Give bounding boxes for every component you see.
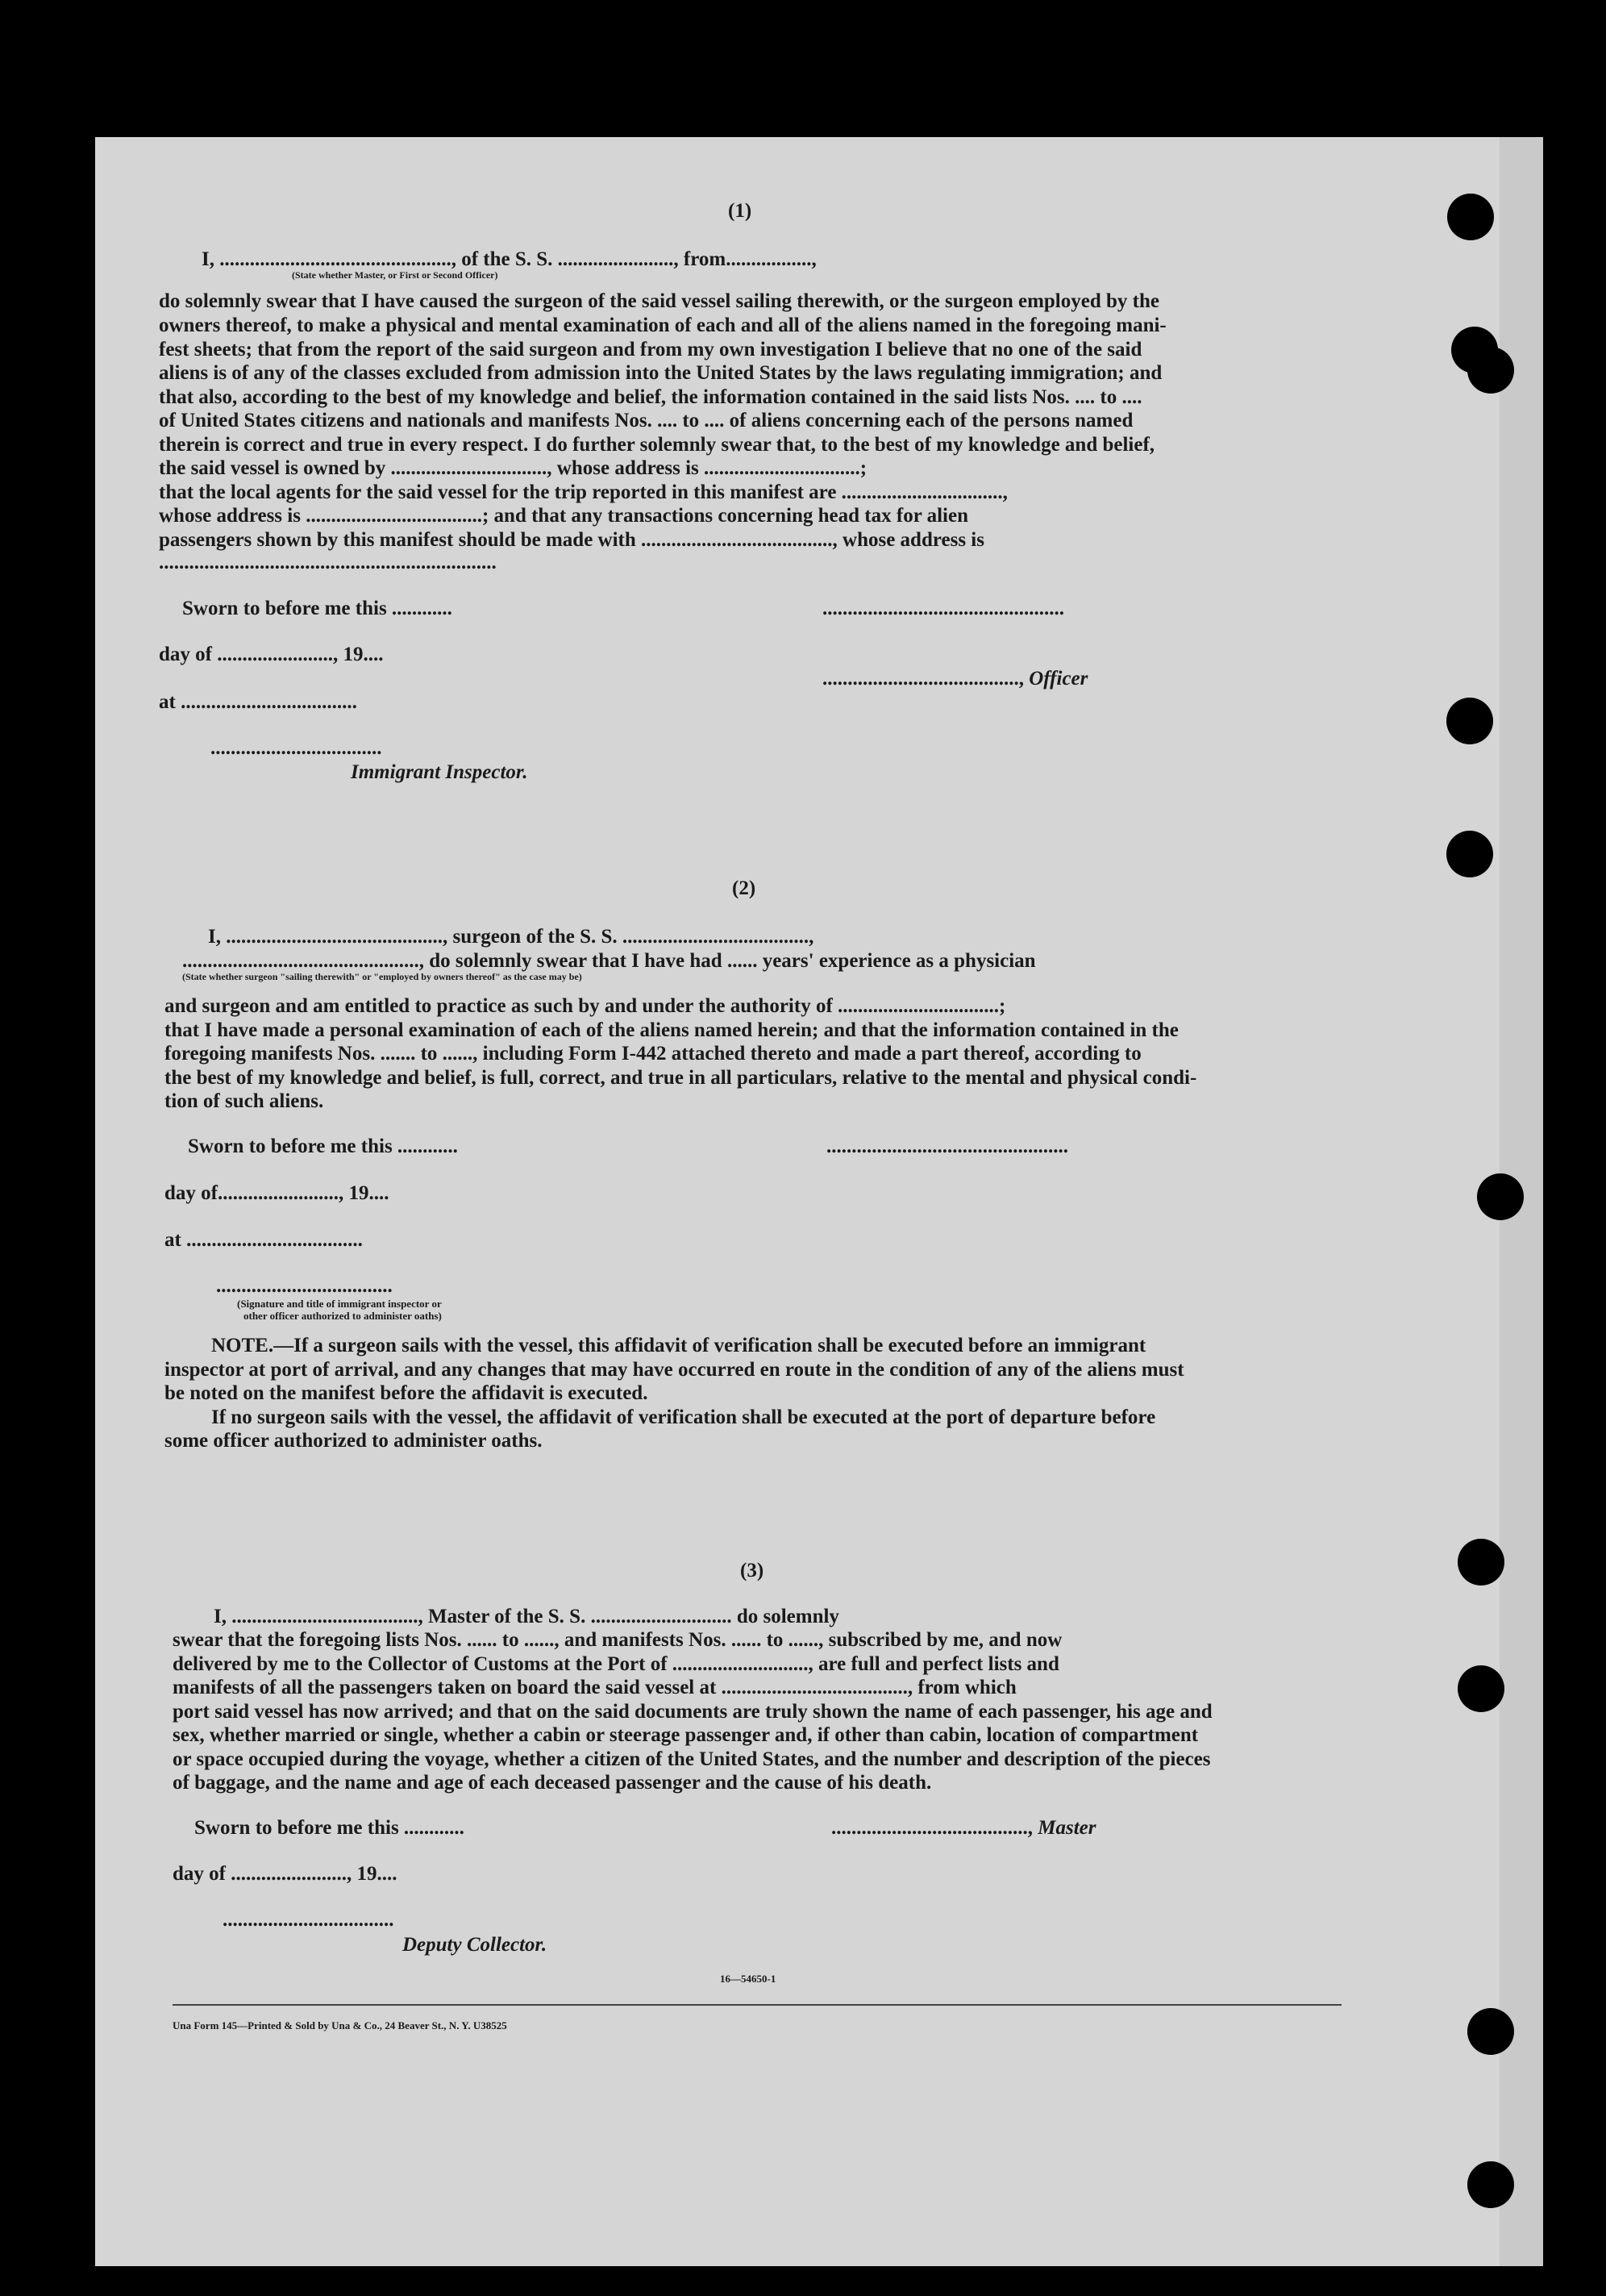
section2-para-line: the best of my knowledge and belief, is full, correct, and true in all particulars, relative to the mental and physical condi- [164,1067,1197,1089]
section2-sworn: Sworn to before me this ............ [188,1135,458,1157]
officer-label: Officer [1029,668,1088,690]
section3-master-line [831,1816,1096,1840]
section1-para-line: therein is correct and true in every respect. I do further solemnly swear that, to the best of my knowledge and belief, [159,434,1155,456]
section3-para-line: or space occupied during the voyage, whether a citizen of the United States, and the number and description of the pieces [173,1748,1211,1770]
section3-collector-dots: .................................. [223,1909,394,1931]
section3-para-line: of baggage, and the name and age of each deceased passenger and the cause of his death. [173,1772,932,1794]
note-line: be noted on the manifest before the affidavit is executed. [164,1382,648,1404]
section1-para-line: aliens is of any of the classes excluded from admission into the United States by the laws regulating immigration; and [159,362,1163,384]
master-label: Master [1038,1817,1096,1839]
section3-para-line: port said vessel has now arrived; and that on the said documents are truly shown the name of each passenger, his age and [173,1701,1213,1723]
punch-hole [1467,347,1514,394]
section3-para-line: delivered by me to the Collector of Customs at the Port of ..........................., are full and perfect lists and [173,1653,1059,1675]
section2-signature-note: other officer authorized to administer oaths) [243,1310,442,1322]
footer-rule [173,2004,1342,2006]
section3-day: day of ......................., 19.... [173,1863,397,1885]
section1-line1: I, .............................................., of the S. S. ......................., from................., [202,248,817,270]
section1-para-line: ................................................................... [159,552,497,573]
note-line: some officer authorized to administer oaths. [164,1430,543,1452]
section1-at: at ................................... [159,691,357,713]
section3-para-line: I, ....................................., Master of the S. S. ............................ do solemnly [214,1606,839,1627]
section1-heading: (1) [728,200,752,222]
punch-hole [1467,2008,1514,2055]
section2-para-line: that I have made a personal examination of each of the aliens named herein; and that the information contained in the [164,1019,1179,1041]
punch-hole [1447,194,1494,240]
section1-para-line: do solemnly swear that I have caused the surgeon of the said vessel sailing therewith, or the surgeon employed by the [159,290,1159,312]
section1-inspector-dots: .................................. [210,737,382,759]
section2-signature-note: (Signature and title of immigrant inspector or [237,1298,442,1310]
section1-para-line: passengers shown by this manifest should be made with ......................................, whose address is [159,529,984,551]
section3-sworn: Sworn to before me this ............ [194,1817,464,1839]
section1-para-line: owners thereof, to make a physical and mental examination of each and all of the aliens named in the foregoing mani- [159,315,1167,336]
punch-hole [1458,1539,1504,1586]
note-line: inspector at port of arrival, and any changes that may have occurred en route in the condition of any of the aliens must [164,1359,1184,1381]
section3-collector-label: Deputy Collector. [402,1934,547,1956]
section1-officer-line [822,667,1088,691]
section2-heading: (2) [732,877,756,899]
section2-signature-dots: ................................... [216,1275,393,1297]
section3-para-line: swear that the foregoing lists Nos. ...... to ......, and manifests Nos. ...... to ......, subscribed by me, and now [173,1629,1063,1651]
section2-line2-note: (State whether surgeon "sailing therewith" or "employed by owners thereof" as the case may be) [182,971,582,982]
section1-sworn: Sworn to before me this ............ [182,598,452,619]
section2-para-line: tion of such aliens. [164,1090,324,1112]
section1-day: day of ......................., 19.... [159,644,384,665]
form-number: 16—54650-1 [720,1973,776,1985]
section2-day: day of........................, 19.... [164,1182,389,1204]
section1-para-line: fest sheets; that from the report of the said surgeon and from my own investigation I believe that no one of the said [159,339,1142,360]
punch-hole [1446,698,1493,744]
section1-para-line: that also, according to the best of my knowledge and belief, the information contained in the said lists Nos. .... to .... [159,386,1142,408]
section3-para-line: sex, whether married or single, whether a cabin or steerage passenger and, if other than cabin, location of compartment [173,1724,1199,1746]
section2-para-line: and surgeon and am entitled to practice as such by and under the authority of ................................; [164,995,1006,1017]
section1-line1-note: (State whether Master, or First or Second Officer) [292,269,498,281]
section1-para-line: that the local agents for the said vessel for the trip reported in this manifest are ................................, [159,481,1008,503]
punch-hole [1477,1173,1524,1220]
punch-hole [1458,1665,1504,1712]
section2-line2: ..............................................., do solemnly swear that I have had ...... years' experience as a physician [182,950,1036,972]
section1-sworn-signature-line: ................................................ [822,598,1064,619]
master-dots: ......................................., [831,1817,1038,1839]
section3-para-line: manifests of all the passengers taken on board the said vessel at ....................................., from which [173,1677,1017,1698]
section2-sworn-signature-line: ................................................ [826,1135,1068,1157]
section1-inspector-label: Immigrant Inspector. [351,761,528,783]
printer-credit: Una Form 145—Printed & Sold by Una & Co., 24 Beaver St., N. Y. U38525 [173,2019,507,2031]
section3-heading: (3) [740,1560,764,1581]
section2-line1: I, ..........................................., surgeon of the S. S. ....................................., [208,926,814,948]
section1-para-line: of United States citizens and nationals and manifests Nos. .... to .... of aliens concerning each of the persons named [159,410,1134,431]
punch-hole [1446,831,1493,877]
section1-para-line: the said vessel is owned by ..............................., whose address is ...............................; [159,457,867,479]
note-line: If no surgeon sails with the vessel, the affidavit of verification shall be executed at the port of departure before [211,1406,1156,1428]
section2-para-line: foregoing manifests Nos. ....... to ......, including Form I-442 attached thereto and made a part thereof, according to [164,1043,1142,1065]
punch-hole [1467,2161,1514,2208]
section1-para-line: whose address is ...................................; and that any transactions concerning head tax for alien [159,505,968,527]
officer-dots: ......................................., [822,668,1030,690]
section2-at: at ................................... [164,1229,363,1251]
note-line: NOTE.—If a surgeon sails with the vessel, this affidavit of verification shall be executed before an immigrant [211,1335,1146,1356]
